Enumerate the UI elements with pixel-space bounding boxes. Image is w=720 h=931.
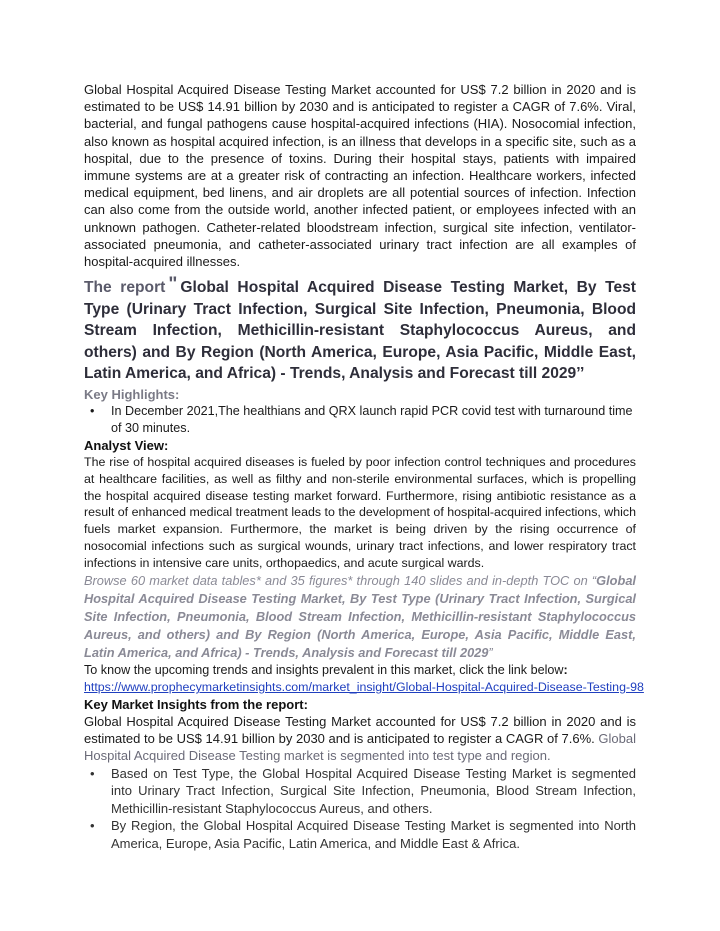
- key-highlights-heading: Key Highlights:: [84, 386, 180, 402]
- intro-paragraph: Global Hospital Acquired Disease Testing Market accounted for US$ 7.2 billion in 2020 and is estimated to be US$ 14.91 billion by 2030 and is anticipated to register a CAGR of 7.6%. Viral, bacterial, and fungal pathogens cause hospital-acquired infections (HIA). Nosocomial infection, also known as hospital acquired infection, is an illness that develops in a specific site, such as a hospital, due to the presence of toxins. During their hospital stays, patients with impaired immune systems are at a greater risk of contracting an infection. Healthcare workers, infected medical equipment, bed linens, and air droplets are all potential sources of infection. Infection can also come from the outside world, another infected patient, or employees infected with an unknown pathogen. Catheter-related bloodstream infection, surgical site infection, ventilator-associated pneumonia, and catheter-associated urinary tract infection are all examples of hospital-acquired illnesses.: [84, 82, 636, 270]
- analyst-view-paragraph: The rise of hospital acquired diseases is fueled by poor infection control techniques and procedures at healthcare facilities, as well as filthy and non-sterile environmental surfaces, which is propelling the hospital acquired disease testing market forward. Furthermore, rising antibiotic resistance as a result of enhanced medical treatment leads to the development of hospital-acquired infections, which fuels market expansion. Furthermore, the market is being driven by the rising occurrence of nosocomial infections such as surgical wounds, urinary tract infections, and lower respiratory tract infections in intensive care units, orthopaedics, and acute surgical wards.: [84, 454, 636, 571]
- report-link[interactable]: https://www.prophecymarketinsights.com/market_insight/Global-Hospital-Acquired-Disease-Testing-98: [84, 680, 644, 695]
- key-highlights-list: [84, 403, 636, 437]
- report-title: [84, 274, 636, 385]
- insights-body-gray: Global Hospital Acquired Disease Testing market is segmented into test type and region.: [84, 731, 636, 764]
- insights-body: Global Hospital Acquired Disease Testing Market accounted for US$ 7.2 billion in 2020 and is estimated to be US$ 14.91 billion by 2030 and is anticipated to register a CAGR of 7.6%.: [84, 714, 636, 747]
- trends-paragraph: [84, 662, 636, 679]
- list-item: [84, 403, 636, 437]
- list-item: [84, 765, 636, 818]
- browse-prefix: Browse 60 market data tables* and 35 figures* through 140 slides and in-depth TOC on “: [84, 573, 597, 589]
- segment-test-type-text: Based on Test Type, the Global Hospital Acquired Disease Testing Market is segmented into Urinary Tract Infection, Surgical Site Infection, Pneumonia, Blood Stream Infection, Methicillin-resistant Staphylococcus Aureus, and others.: [111, 765, 636, 816]
- highlight-text: In December 2021,The healthians and QRX launch rapid PCR covid test with turnaround time of 30 minutes.: [111, 403, 633, 435]
- analyst-view-heading: Analyst View:: [84, 437, 169, 453]
- segments-list: [84, 765, 636, 853]
- trends-text: To know the upcoming trends and insights prevalent in this market, click the link below: [84, 663, 564, 678]
- trends-colon: :: [563, 663, 568, 678]
- browse-paragraph: [84, 572, 636, 662]
- report-title-text: Global Hospital Acquired Disease Testing Market, By Test Type (Urinary Tract Infection, Surgical Site Infection, Pneumonia, Blood Stream Infection, Methicillin-resistant Staphylococcus Aureus, and others) and By Region (North America, Europe, Asia Pacific, Middle East, Latin America, and Africa) - Trends, Analysis and Forecast till 2029’’: [84, 279, 636, 383]
- bullet-icon: •: [90, 403, 95, 418]
- list-item: [84, 817, 636, 852]
- browse-report-title: Global Hospital Acquired Disease Testing Market, By Test Type (Urinary Tract Infection, Surgical Site Infection, Pneumonia, Blood Stream Infection, Methicillin-resistant Staphylococcus Aureus, and others) and By Region (North America, Europe, Asia Pacific, Middle East, Latin America, and Africa) - Trends, Analysis and Forecast till 2029: [84, 573, 636, 661]
- segment-region-text: By Region, the Global Hospital Acquired Disease Testing Market is segmented into North America, Europe, Asia Pacific, Latin America, and Middle East & Africa.: [111, 818, 636, 852]
- key-market-insights-paragraph: [84, 713, 636, 765]
- report-open-quote: ": [168, 274, 178, 296]
- document-page: [84, 81, 644, 853]
- bullet-icon: •: [90, 818, 95, 834]
- report-lead: The report: [84, 279, 166, 297]
- key-market-insights-heading: Key Market Insights from the report:: [84, 697, 308, 713]
- browse-suffix: ”: [488, 645, 493, 661]
- bullet-icon: •: [90, 765, 95, 781]
